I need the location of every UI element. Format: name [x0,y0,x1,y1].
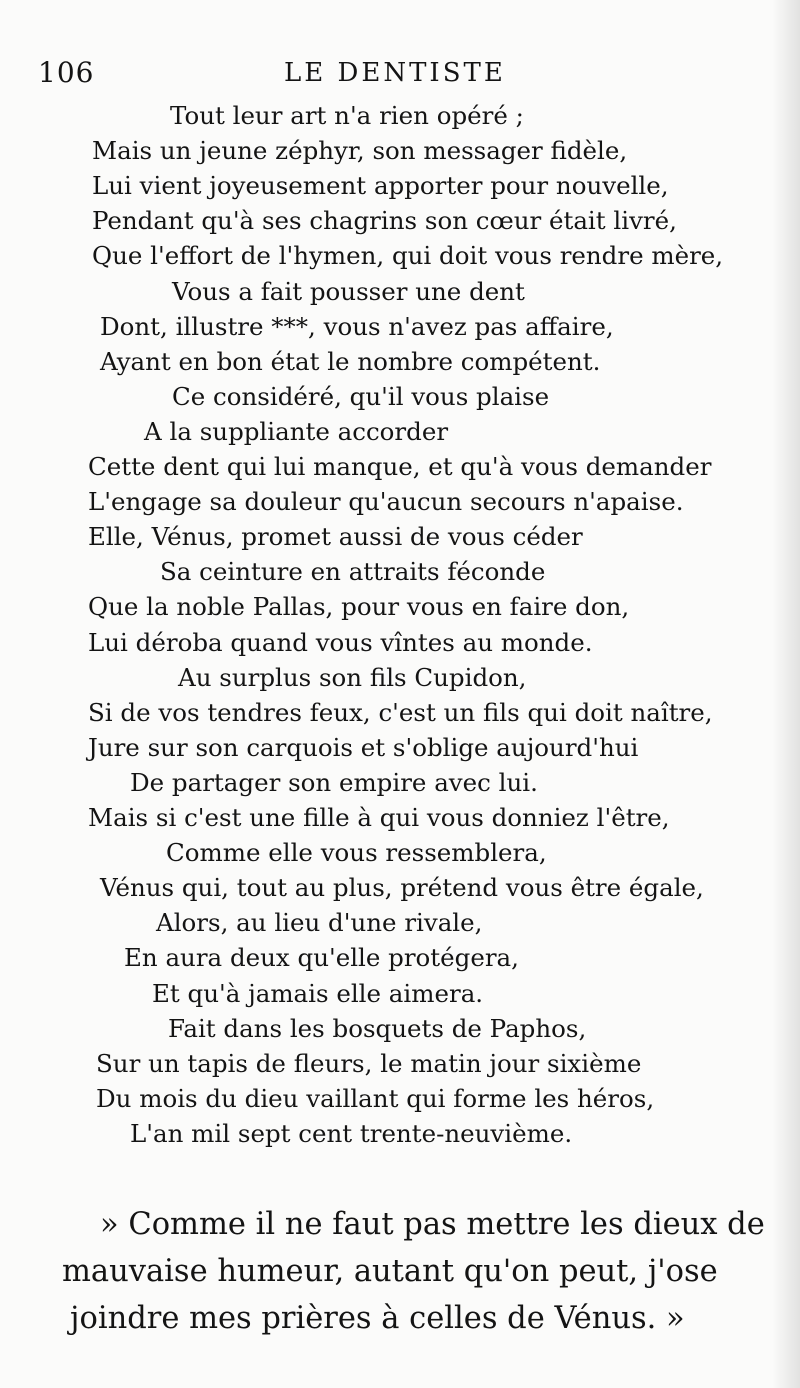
prose-line: mauvaise humeur, autant qu'on peut, j'ose [62,1254,718,1289]
verse-line: En aura deux qu'elle protégera, [124,943,519,973]
verse-line: Fait dans les bosquets de Paphos, [168,1013,587,1043]
verse-line: Du mois du dieu vaillant qui forme les héros, [96,1083,655,1113]
verse-line: Si de vos tendres feux, c'est un fils qui doit naître, [88,697,713,727]
verse-line: L'engage sa douleur qu'aucun secours n'apaise. [88,487,684,517]
verse-line: Et qu'à jamais elle aimera. [152,978,484,1008]
prose-paragraph [0,1202,800,1352]
verse-line: Sa ceinture en attraits féconde [160,557,546,587]
verse-line: Jure sur son carquois et s'oblige aujourd'hui [88,732,639,762]
verse-line: Tout leur art n'a rien opéré ; [170,101,524,130]
verse-block [0,98,800,1198]
verse-line: Elle, Vénus, promet aussi de vous céder [88,522,583,552]
verse-line: A la suppliante accorder [144,416,449,446]
prose-line: joindre mes prières à celles de Vénus. » [70,1301,685,1336]
verse-line: Vénus qui, tout au plus, prétend vous être égale, [100,873,704,903]
prose-line: » Comme il ne faut pas mettre les dieux de [100,1207,765,1242]
verse-line: Vous a fait pousser une dent [172,276,525,306]
verse-line: De partager son empire avec lui. [130,767,538,797]
verse-line: Lui déroba quand vous vîntes au monde. [88,627,593,657]
verse-line: L'an mil sept cent trente-neuvième. [130,1118,573,1148]
verse-line: Dont, illustre ***, vous n'avez pas affaire, [100,311,614,341]
verse-line: Mais si c'est une fille à qui vous donniez l'être, [88,803,670,832]
verse-line: Comme elle vous ressemblera, [166,838,547,868]
verse-line: Pendant qu'à ses chagrins son cœur était livré, [92,206,677,236]
verse-line: Ce considéré, qu'il vous plaise [172,381,550,411]
verse-line: Que la noble Pallas, pour vous en faire don, [88,592,630,622]
verse-line: Que l'effort de l'hymen, qui doit vous rendre mère, [92,241,724,271]
page-number: 106 [38,56,95,89]
verse-line: Lui vient joyeusement apporter pour nouvelle, [92,171,669,201]
verse-line: Mais un jeune zéphyr, son messager fidèle, [92,136,628,166]
running-title: LE DENTISTE [284,58,506,88]
verse-line: Sur un tapis de fleurs, le matin jour sixième [96,1048,642,1078]
verse-line: Cette dent qui lui manque, et qu'à vous demander [88,452,712,481]
page-header [0,54,800,94]
verse-line: Ayant en bon état le nombre compétent. [100,346,601,376]
verse-line: Au surplus son fils Cupidon, [178,662,527,692]
verse-line: Alors, au lieu d'une rivale, [156,908,483,938]
